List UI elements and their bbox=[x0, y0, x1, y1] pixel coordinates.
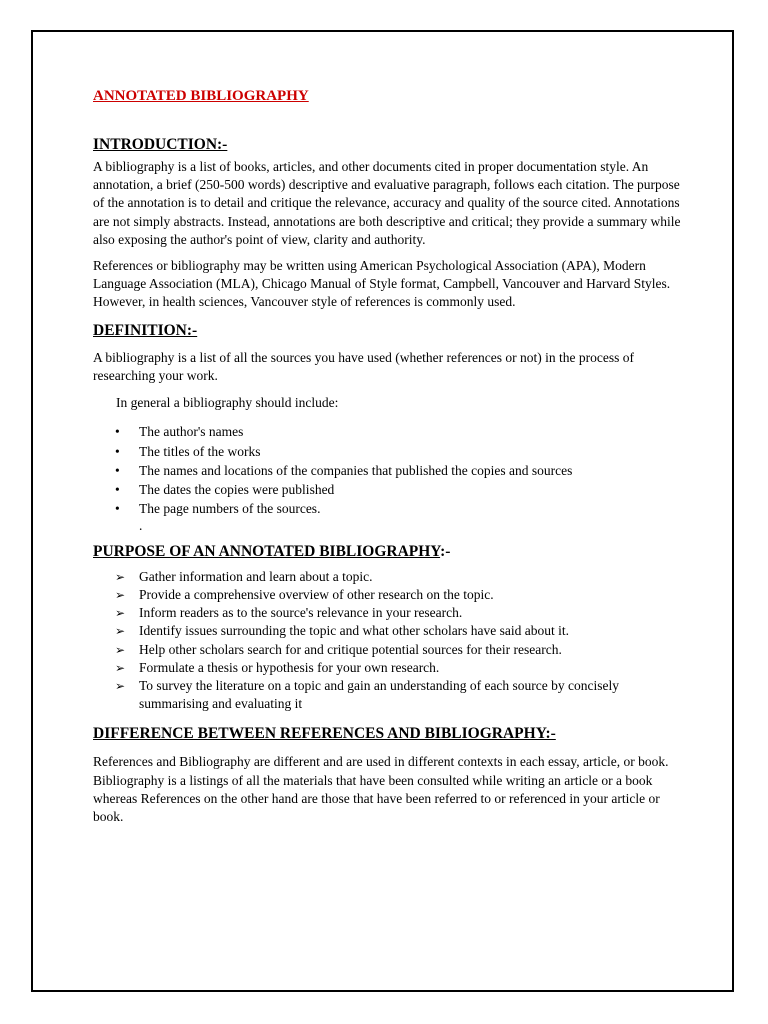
introduction-paragraph-2: References or bibliography may be written using American Psychological Association (APA), Modern Language Association (MLA), Chicago Manual of Style format, Campbell, Vancouver and Harvard Styles. However, in health sciences, Vancouver style of references is commonly used. bbox=[93, 258, 671, 310]
purpose-heading bbox=[93, 542, 683, 562]
arrow-bullet-icon: ➢ bbox=[115, 678, 126, 693]
list-item: • The page numbers of the sources. bbox=[93, 499, 683, 518]
definition-paragraph: A bibliography is a list of all the sources you have used (whether references or not) in the process of researching your work. bbox=[93, 349, 634, 383]
list-item: ➢ To survey the literature on a topic and gain an understanding of each source by concisely summarising and evaluating it bbox=[115, 677, 620, 712]
introduction-paragraph-1: A bibliography is a list of books, articles, and other documents cited in proper documentation style. An annotation, a brief (250-500 words) descriptive and evaluative paragraph, follows each citation. The purpose of the annotation is to detail and critique the relevance, accuracy and quality of the source cited. Annotations are not simply abstracts. Instead, annotations are both descriptive and critical; they provide a summary while also exposing the author's point of view, clarity and authority. bbox=[93, 159, 681, 247]
purpose-list bbox=[93, 568, 683, 714]
purpose-heading-text: PURPOSE OF AN ANNOTATED BIBLIOGRAPHY bbox=[93, 542, 441, 560]
definition-list bbox=[93, 422, 683, 518]
list-item: ➢ Gather information and learn about a topic. bbox=[93, 568, 683, 586]
introduction-heading bbox=[93, 135, 683, 155]
bullet-icon: • bbox=[115, 424, 120, 440]
trailing-period: . bbox=[139, 517, 143, 533]
difference-heading-text: DIFFERENCE BETWEEN REFERENCES AND BIBLIOGRAPHY:- bbox=[93, 725, 556, 743]
introduction-heading-text: INTRODUCTION:- bbox=[93, 136, 228, 153]
definition-heading-text: DEFINITION:- bbox=[93, 321, 198, 339]
list-item: ➢ Inform readers as to the source's relevance in your research. bbox=[93, 604, 683, 622]
purpose-heading-suffix: :- bbox=[440, 542, 451, 560]
bullet-icon: • bbox=[115, 443, 120, 459]
list-item: ➢ Help other scholars search for and critique potential sources for their research. bbox=[93, 641, 683, 659]
arrow-bullet-icon: ➢ bbox=[115, 660, 126, 675]
difference-paragraph: References and Bibliography are different and are used in different contexts in each essay, article, or book. Bibliography is a listings of all the materials that have been consulted while writing an article or a book whereas References on the other hand are those that have been referred to or referenced in your article or book. bbox=[93, 754, 669, 824]
bullet-icon: • bbox=[115, 482, 120, 498]
arrow-bullet-icon: ➢ bbox=[115, 642, 126, 657]
bullet-icon: • bbox=[115, 501, 120, 517]
document-body bbox=[93, 86, 683, 826]
list-item: ➢ Provide a comprehensive overview of other research on the topic. bbox=[93, 586, 683, 604]
list-item: • The author's names bbox=[93, 422, 683, 441]
arrow-bullet-icon: ➢ bbox=[115, 624, 126, 639]
document-title: ANNOTATED BIBLIOGRAPHY bbox=[93, 88, 309, 104]
list-item: ➢ Formulate a thesis or hypothesis for your own research. bbox=[93, 659, 683, 677]
list-item: • The titles of the works bbox=[93, 442, 683, 461]
bullet-icon: • bbox=[115, 462, 120, 478]
definition-heading bbox=[93, 321, 683, 341]
list-item: • The dates the copies were published bbox=[93, 480, 683, 499]
list-item: • The names and locations of the companies that published the copies and sources bbox=[93, 461, 683, 480]
arrow-bullet-icon: ➢ bbox=[115, 606, 126, 621]
list-item: ➢ Identify issues surrounding the topic and what other scholars have said about it. bbox=[93, 622, 683, 640]
arrow-bullet-icon: ➢ bbox=[115, 587, 126, 602]
difference-heading bbox=[93, 724, 683, 744]
definition-list-intro: In general a bibliography should include: bbox=[116, 395, 339, 411]
arrow-bullet-icon: ➢ bbox=[115, 569, 126, 584]
